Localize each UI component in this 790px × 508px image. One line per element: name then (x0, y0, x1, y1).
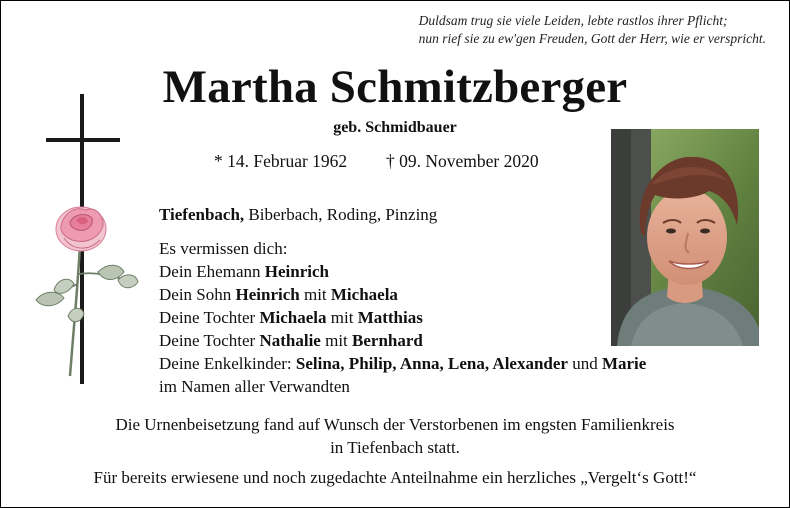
burial-notice-line-2: in Tiefenbach statt. (330, 438, 460, 457)
deceased-name: Martha Schmitzberger (162, 61, 628, 113)
mourner-name: Heinrich (235, 285, 300, 304)
places-main: Tiefenbach, (159, 205, 245, 224)
mourner-daughter-2 (159, 329, 646, 352)
burial-notice-line-1: Die Urnenbeisetzung fand auf Wunsch der Verstorbenen im engsten Familienkreis (115, 415, 675, 434)
places-rest: Biberbach, Roding, Pinzing (244, 205, 438, 224)
mourners-intro: Es vermissen dich: (159, 239, 288, 258)
birth-date: * 14. Februar 1962 (214, 151, 348, 171)
mourner-text: Deine Tochter (159, 308, 260, 327)
mourner-name: Heinrich (264, 262, 329, 281)
mourner-name: Michaela (330, 285, 398, 304)
mourner-text: und (567, 354, 602, 373)
mourner-name: Bernhard (352, 331, 423, 350)
mourner-text: Dein Sohn (159, 285, 236, 304)
mourner-text: mit (299, 285, 331, 304)
mourner-name: Michaela (259, 308, 327, 327)
mourners-list (159, 237, 646, 398)
places-line (159, 205, 437, 225)
mourner-text: Dein Ehemann (159, 262, 265, 281)
mourner-name: Matthias (357, 308, 423, 327)
mourner-text: Deine Tochter (159, 331, 260, 350)
thanks-line: Für bereits erwiesene und noch zugedachte Anteilnahme ein herzliches „Vergelt‘s Gott!“ (93, 468, 697, 487)
mourner-text: Deine Enkelkinder: (159, 354, 296, 373)
mourners-closing: im Namen aller Verwandten (159, 377, 350, 396)
portrait-photo (611, 129, 759, 346)
maiden-name: geb. Schmidbauer (333, 119, 457, 136)
burial-notice (0, 413, 790, 459)
death-date: † 09. November 2020 (386, 151, 539, 171)
mourner-text: mit (326, 308, 358, 327)
mourner-grandchildren (159, 352, 646, 375)
verse-line-1: Duldsam trug sie viele Leiden, lebte rastlos ihrer Pflicht; (418, 13, 728, 28)
mourner-daughter-1 (159, 306, 646, 329)
cross-with-rose-icon (28, 94, 148, 394)
mourner-text: mit (320, 331, 353, 350)
memorial-verse (419, 12, 766, 48)
verse-line-2: nun rief sie zu ew'gen Freuden, Gott der Herr, wie er verspricht. (418, 31, 766, 46)
mourner-name: Marie (601, 354, 647, 373)
mourner-husband (159, 260, 646, 283)
mourner-name: Selina, Philip, Anna, Lena, Alexander (295, 354, 568, 373)
mourner-son (159, 283, 646, 306)
mourner-name: Nathalie (259, 331, 321, 350)
